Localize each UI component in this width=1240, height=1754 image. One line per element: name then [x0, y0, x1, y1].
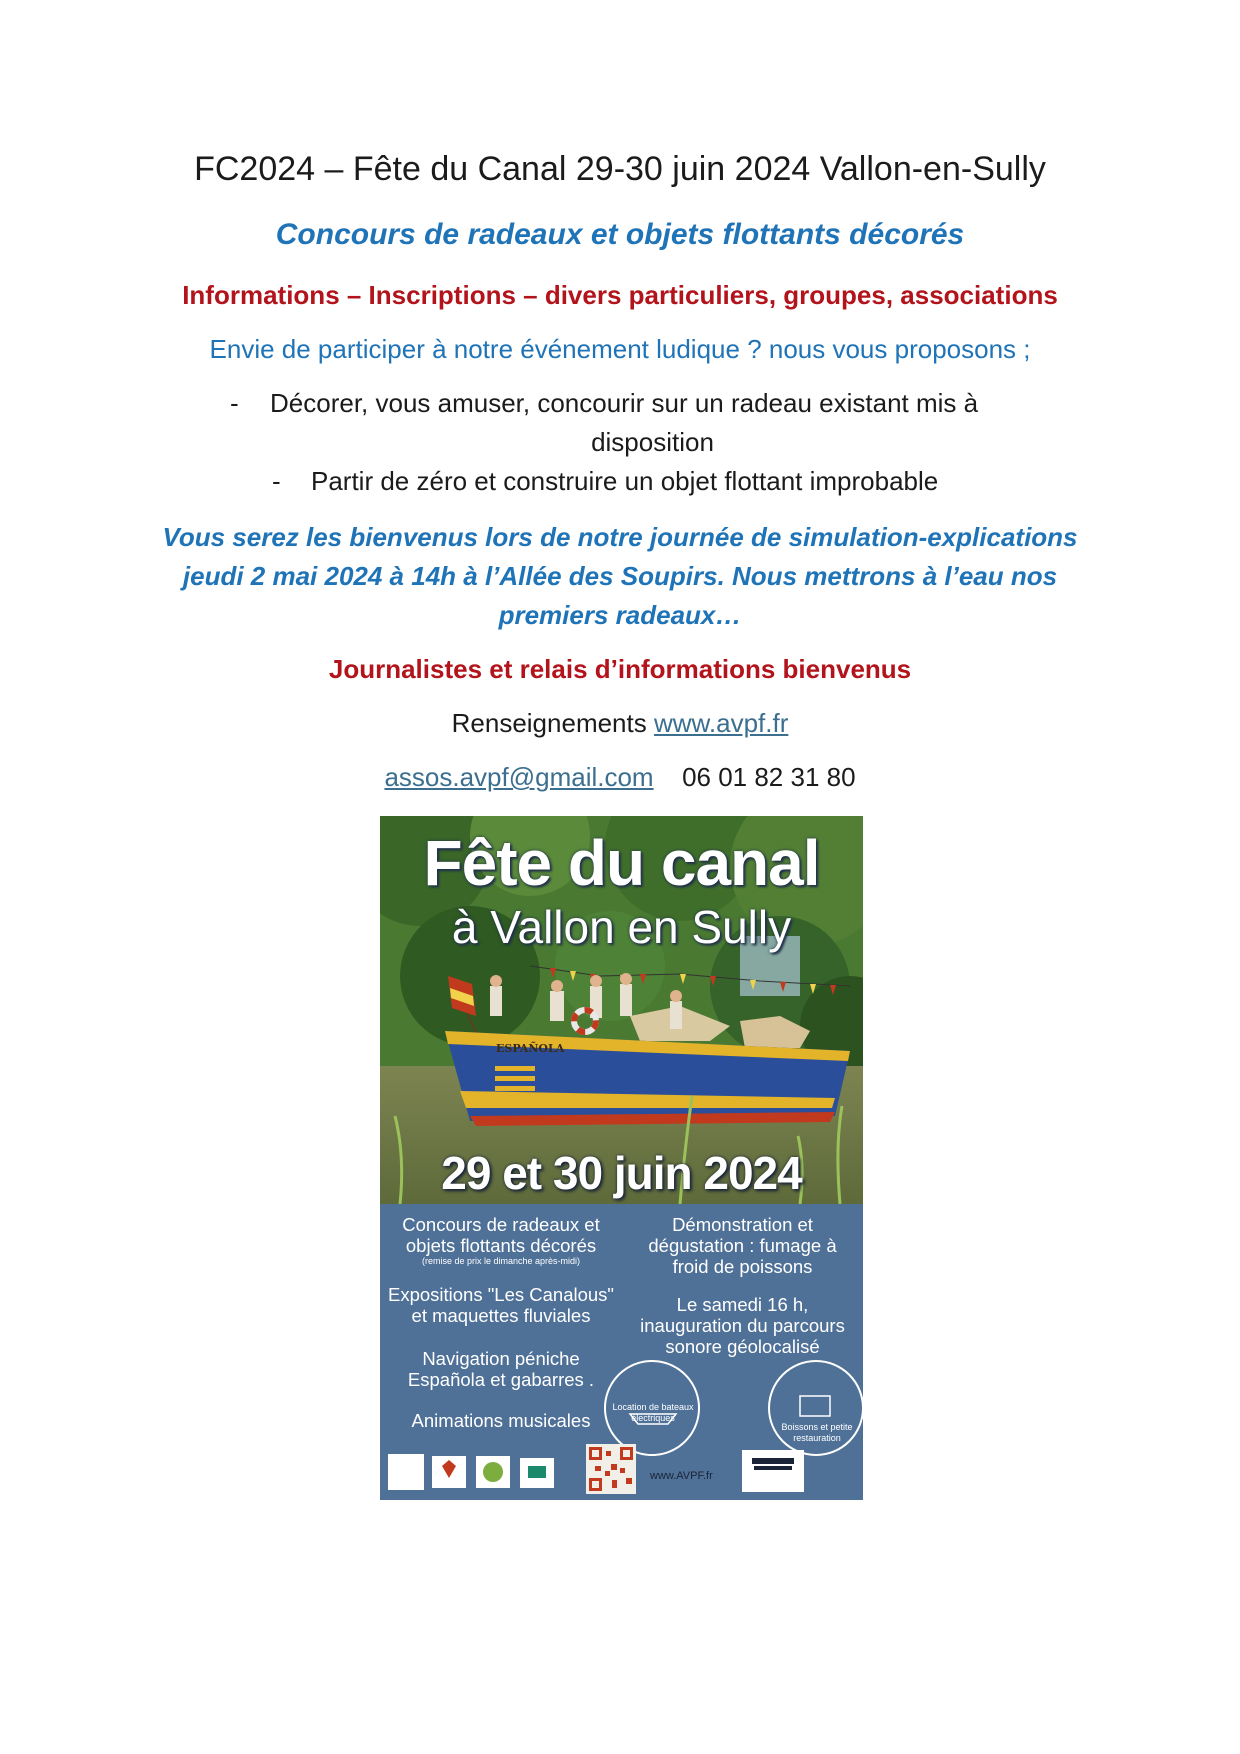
page-subtitle: Concours de radeaux et objets flottants décorés — [275, 218, 965, 251]
poster-samedi-line-1: Le samedi 16 h, — [676, 1294, 809, 1315]
poster-website: www.AVPF.fr — [650, 1470, 713, 1482]
poster-demo-line-2: dégustation : fumage à — [648, 1235, 837, 1256]
page-title: FC2024 – Fête du Canal 29-30 juin 2024 Vallon-en-Sully — [194, 150, 1046, 188]
poster-date: 29 et 30 juin 2024 — [441, 1147, 802, 1199]
poster-navigation — [380, 1348, 622, 1390]
poster-subtitle: à Vallon en Sully — [451, 901, 792, 953]
poster-concours-line-2: objets flottants décorés — [405, 1235, 597, 1256]
poster-samedi-line-2: inauguration du parcours — [640, 1315, 845, 1336]
poster-expo-line-1: Expositions "Les Canalous" — [387, 1284, 614, 1305]
poster-concours-note: (remise de prix le dimanche après-midi) — [421, 1256, 581, 1266]
website-link[interactable]: www.avpf.fr — [653, 708, 789, 738]
contact-line — [0, 762, 1240, 793]
poster-nav-line-1: Navigation péniche — [422, 1348, 580, 1369]
poster-animations: Animations musicales — [411, 1410, 591, 1431]
info-line — [0, 708, 1240, 739]
boat-name: ESPAÑOLA — [496, 1042, 565, 1055]
poster-demo-line-1: Démonstration et — [672, 1214, 813, 1235]
email-link[interactable]: assos.avpf@gmail.com — [384, 762, 654, 792]
event-poster — [380, 816, 863, 1500]
info-label: Renseignements — [451, 708, 647, 738]
poster-title: Fête du canal — [423, 827, 820, 899]
bullet-1-line-2: disposition — [591, 427, 714, 457]
bullet-dash-1: - — [230, 388, 239, 418]
badge-boissons-text: Boissons et petite restauration — [781, 1422, 853, 1443]
welcome-paragraph: Vous serez les bienvenus lors de notre journée de simulation-explications jeudi 2 mai 2024 à 14h à l’Allée des Soupirs. Nous mettrons à l’eau nos premiers radeaux… — [162, 522, 1078, 630]
poster-expositions — [380, 1284, 622, 1326]
intro-text: Envie de participer à notre événement ludique ? nous vous proposons ; — [209, 334, 1031, 364]
journalists-note: Journalistes et relais d’informations bienvenus — [328, 654, 912, 684]
poster-expo-line-2: et maquettes fluviales — [411, 1305, 591, 1326]
bullet-1-line-1: Décorer, vous amuser, concourir sur un radeau existant mis à — [270, 388, 979, 418]
info-heading: Informations – Inscriptions – divers particuliers, groupes, associations — [182, 280, 1058, 310]
bullet-2-text: Partir de zéro et construire un objet flottant improbable — [311, 466, 939, 496]
badge-location-text: Location de bateaux électriques — [612, 1402, 694, 1423]
phone-number: 06 01 82 31 80 — [682, 762, 856, 792]
poster-concours — [380, 1214, 622, 1267]
poster-nav-line-2: Española et gabarres . — [407, 1369, 595, 1390]
poster-samedi-line-3: sonore géolocalisé — [665, 1336, 820, 1357]
bullet-dash-2: - — [272, 466, 281, 496]
poster-demo-line-3: froid de poissons — [672, 1256, 813, 1277]
poster-samedi — [622, 1294, 863, 1357]
poster-demonstration — [622, 1214, 863, 1277]
poster-concours-line-1: Concours de radeaux et — [402, 1214, 600, 1235]
